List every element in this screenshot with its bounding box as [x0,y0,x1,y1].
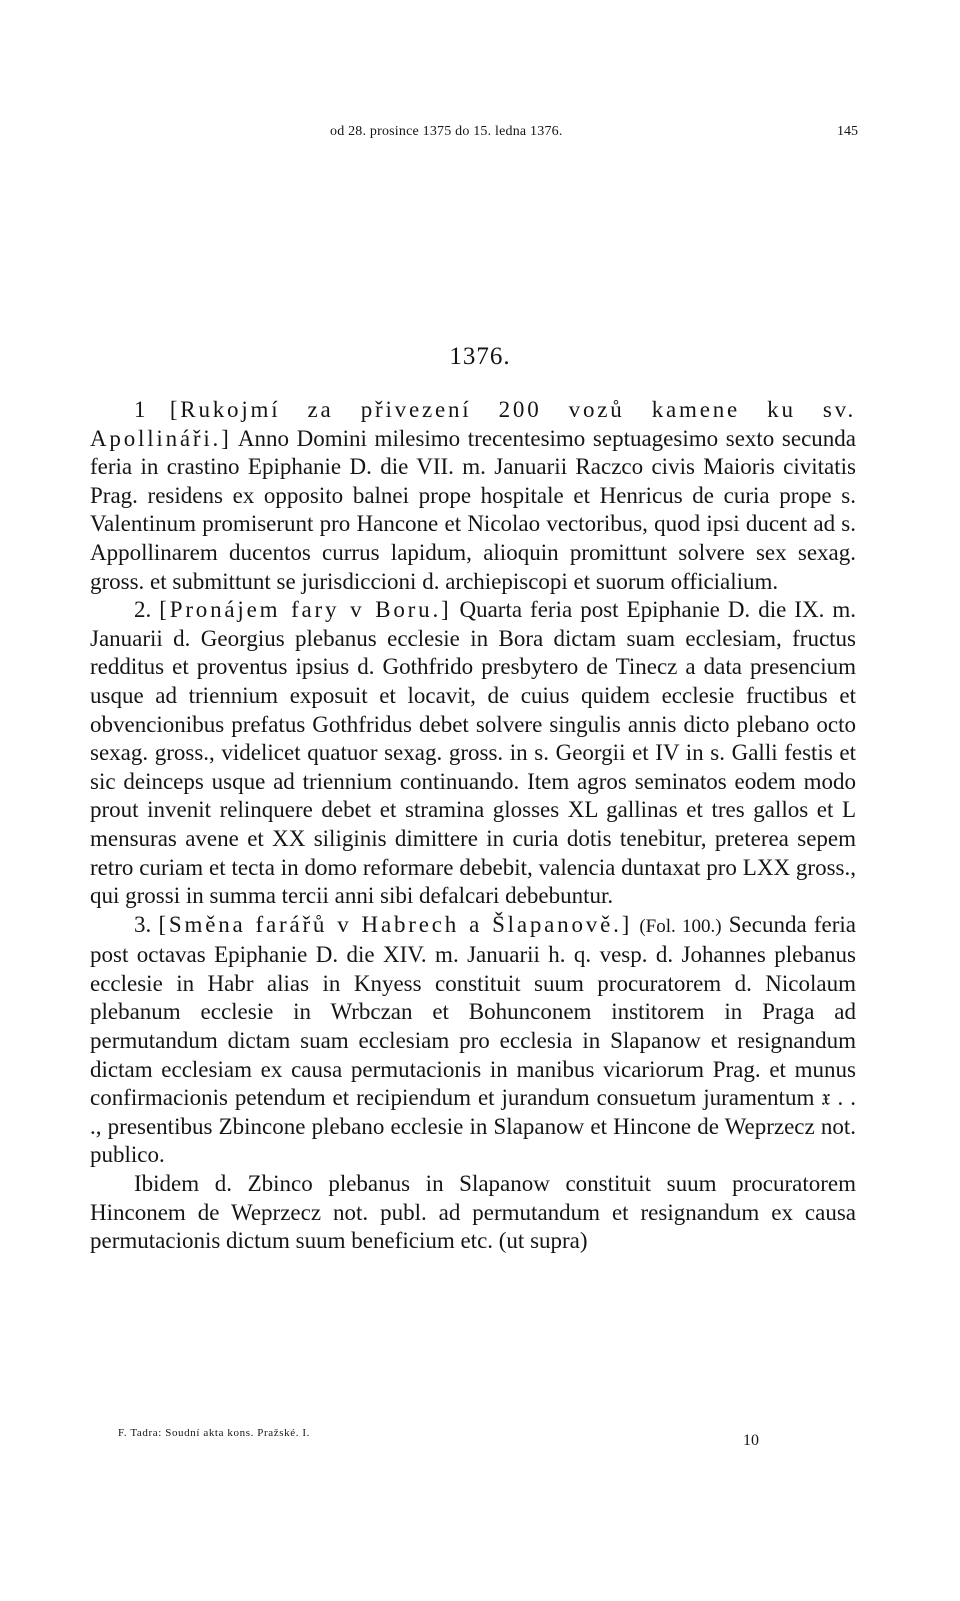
page-footer [0,1427,960,1453]
document-body [90,396,856,1256]
running-title: od 28. prosince 1375 do 15. ledna 1376. [330,124,563,139]
entry-2-text: Quarta feria post Epiphanie D. die IX. m. Januarii d. Georgius plebanus ecclesie in Bora dictam suam ecclesiam, fructus redditus et proventus ipsius d. Gothfrido presbytero de Tinecz a data presencium usque ad triennium exposuit et locavit, de cuius quidem ecclesie fructibus et obvencionibus prefatus Gothfridus debet solvere singulis annis dicto plebano octo sexag. gross., videlicet quatuor sexag. gross. in s. Georgii et IV in s. Galli festis et sic deinceps usque ad triennium continuando. Item agros seminatos eodem modo prout invenit relinquere debet et stramina glosses XL gallinas et tres gallos et L mensuras avene et XX siliginis dimittere in curia dotis tenebitur, preterea sepem retro curiam et tecta in domo reformare debebit, valencia duntaxat pro LXX gross., qui grossi in summa tercii anni sibi defalcari debebuntur. [90,597,856,909]
entry-2 [90,596,856,911]
folio-reference: (Fol. 100.) [639,915,722,937]
year-heading: 1376. [449,343,511,370]
entry-2-title: [Pronájem fary v Boru.] [159,597,452,623]
page-number: 145 [837,124,858,139]
entry-2-number: 2. [134,597,152,623]
entry-3-text: Secunda feria post octavas Epiphanie D. die XIV. m. Januarii h. q. vesp. d. Johannes plebanus ecclesie in Habr alias in Knyess constituit suum procuratorem d. Nicolaum plebanum ecclesie in Wrbczan et Bohunconem institorem in Praga ad permutandum dictam suam ecclesiam pro ecclesia in Slapanow et resignandum dictam ecclesiam ex causa permutacionis in manibus vicariorum Prag. et munus confirmacionis petendum et recipiendum et jurandum consuetum juramentum [90,911,857,1111]
entry-1-text: Anno Domini milesimo trecentesimo septuagesimo sexto secunda feria in crastino Epiphanie D. die VII. m. Januarii Raczco civis Maioris civitatis Prag. residens ex opposito balnei prope hospitale et Henricus de curia prope s. Valentinum promiserunt pro Hancone et Nicolao vectoribus, quod ipsi ducent ad s. Appollinarem ducentos currus lapidum, alioquin promittunt solvere sex sexag. gross. et submittunt se jurisdiccioni d. archiepiscopi et suorum officialium. [90,425,856,594]
entry-3 [90,911,856,1170]
entry-1 [90,396,856,596]
entry-1-number: 1 [134,397,146,422]
entry-3-number: 3. [134,911,152,937]
entry-3-title: [Směna farářů v Habrech a Šlapanově.] [158,911,633,937]
entry-1-title: [Rukojmí za přivezení 200 vozů kamene ku sv. Apollináři.] [90,397,856,451]
entry-3-continuation [90,1170,856,1256]
entry-3-text-end: , presentibus Zbincone plebano ecclesie in Slapanow et Hincone de Weprzecz not. publico. [90,1113,856,1168]
abbreviation-mark: 𝔵 . . . [90,1085,856,1139]
entry-3-continuation-text: Ibidem d. Zbinco plebanus in Slapanow constituit suum procuratorem Hinconem de Weprzecz not. publ. ad permutandum et resignandum ex causa permutacionis dictum suum beneficium etc. (ut supra) [90,1171,856,1254]
signature-mark: 10 [743,1432,759,1449]
running-header [0,124,960,144]
footer-author: F. Tadra: Soudní akta kons. Pražské. I. [118,1427,311,1439]
